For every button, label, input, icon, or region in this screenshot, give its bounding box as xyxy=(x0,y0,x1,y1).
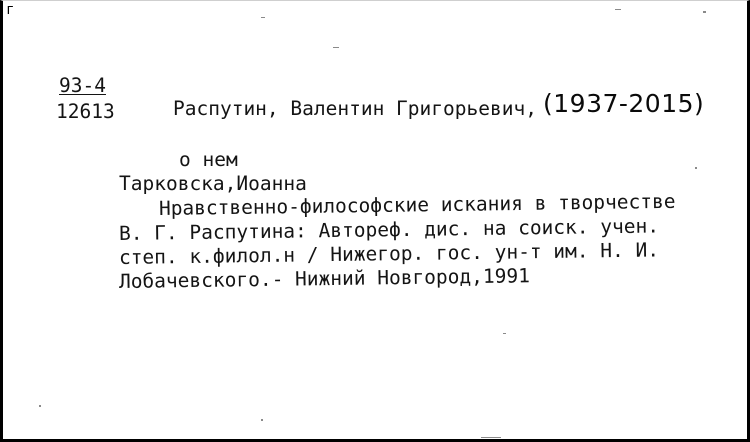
description-line: Лобачевского.- Нижний Новгород,1991 xyxy=(118,264,531,293)
shelf-mark-top: 93-4 xyxy=(59,74,106,97)
author-dates-handwritten: (1937-2015) xyxy=(543,89,705,118)
relation-note: о нем xyxy=(179,148,238,171)
shelf-mark-bottom: 12613 xyxy=(56,100,115,123)
description-line: степ. к.филол.н / Нижегор. гос. ун-т им. Н. И. xyxy=(118,238,660,269)
description-line: Нравственно-философские искания в творчестве xyxy=(158,189,676,220)
scan-speck xyxy=(39,405,41,407)
scan-speck xyxy=(261,17,265,18)
description-line: В. Г. Распутина: Автореф. дис. на соиск. учен. xyxy=(118,214,660,245)
corner-mark: г xyxy=(6,2,15,18)
scan-speck xyxy=(333,47,339,48)
scan-speck xyxy=(703,11,706,13)
author-heading: Распутин, Валентин Григорьевич, xyxy=(173,97,537,120)
scan-speck xyxy=(615,9,621,10)
scan-speck xyxy=(503,333,506,334)
scan-speck xyxy=(261,419,263,421)
scan-speck xyxy=(481,437,501,438)
work-author: Тарковска,Иоанна xyxy=(119,172,307,195)
scan-speck xyxy=(695,167,697,169)
